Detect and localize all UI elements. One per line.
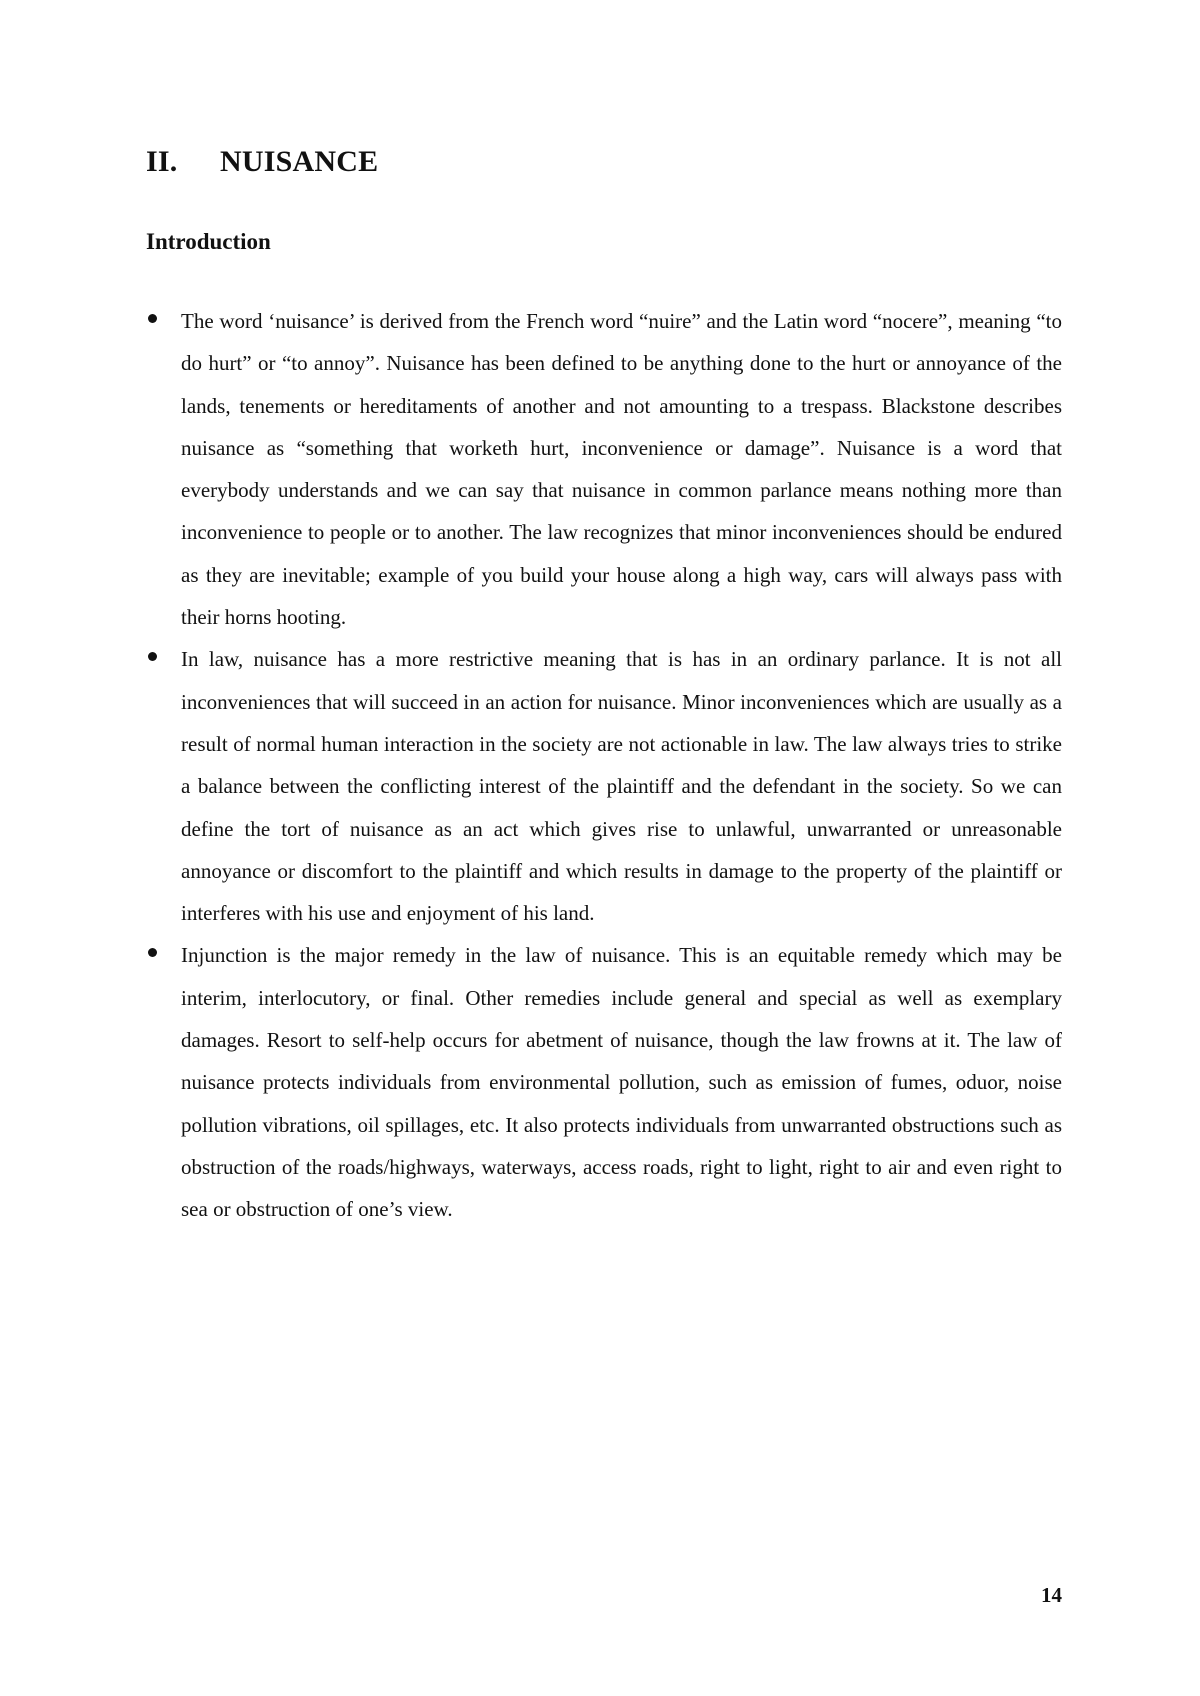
bullet-dot-icon	[148, 652, 157, 661]
chapter-number: II.	[146, 145, 178, 178]
bullet-item	[0, 934, 1200, 1230]
bullet-item	[0, 300, 1200, 638]
bullet-list	[0, 300, 1200, 1231]
bullet-item	[0, 638, 1200, 934]
bullet-text: Injunction is the major remedy in the law of nuisance. This is an equitable remedy which may be interim, interlocutory, or final. Other remedies include general and special as well as exemplary damages. Resort to self-help occurs for abetment of nuisance, though the law frowns at it. The law of nuisance protects individuals from environmental pollution, such as emission of fumes, oduor, noise pollution vibrations, oil spillages, etc. It also protects individuals from unwarranted obstructions such as obstruction of the roads/highways, waterways, access roads, right to light, right to air and even right to sea or obstruction of one’s view.	[181, 943, 1062, 1222]
bullet-text: The word ‘nuisance’ is derived from the French word “nuire” and the Latin word “nocere”, meaning “to do hurt” or “to annoy”. Nuisance has been defined to be anything done to the hurt or annoyance of the lands, tenements or hereditaments of another and not amounting to a trespass. Blackstone describes nuisance as “something that worketh hurt, inconvenience or damage”. Nuisance is a word that everybody understands and we can say that nuisance in common parlance means nothing more than inconvenience to people or to another. The law recognizes that minor inconveniences should be endured as they are inevitable; example of you build your house along a high way, cars will always pass with their horns hooting.	[181, 309, 1062, 630]
bullet-dot-icon	[148, 314, 157, 323]
page-number: 14	[1041, 1583, 1062, 1607]
bullet-dot-icon	[148, 948, 157, 957]
section-heading: Introduction	[146, 229, 271, 254]
chapter-title: NUISANCE	[220, 145, 379, 178]
chapter-heading	[146, 145, 378, 179]
bullet-text: In law, nuisance has a more restrictive meaning that is has in an ordinary parlance. It is not all inconveniences that will succeed in an action for nuisance. Minor inconveniences which are usually as a result of normal human interaction in the society are not actionable in law. The law always tries to strike a balance between the conflicting interest of the plaintiff and the defendant in the society. So we can define the tort of nuisance as an act which gives rise to unlawful, unwarranted or unreasonable annoyance or discomfort to the plaintiff and which results in damage to the property of the plaintiff or interferes with his use and enjoyment of his land.	[181, 647, 1062, 926]
